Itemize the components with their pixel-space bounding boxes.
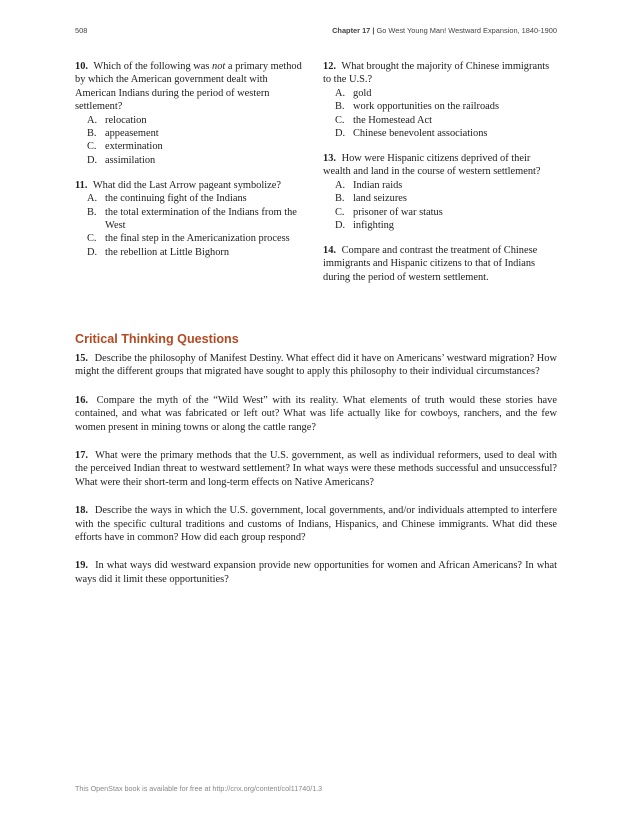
question-number: 15.: [75, 353, 88, 364]
page-footer: This OpenStax book is available for free at http://cnx.org/content/col11740/1.3: [75, 784, 323, 793]
option-letter: D.: [87, 154, 98, 166]
option-list: [323, 87, 555, 141]
option-text: appeasement: [105, 128, 159, 140]
option-text: assimilation: [105, 154, 156, 166]
option-text: relocation: [105, 114, 147, 126]
question-number: 16.: [75, 394, 88, 406]
option-letter: B.: [87, 128, 97, 140]
option-letter: C.: [335, 206, 345, 218]
chapter-title: Go West Young Man! Westward Expansion, 1840-1900: [376, 26, 557, 35]
stem-text: Compare and contrast the treatment of Chinese immigrants and Hispanic citizens to that of Indians during the period of western settlement.: [323, 244, 538, 283]
option-list: [75, 114, 307, 168]
question-18: [75, 504, 557, 544]
option-list: [75, 192, 307, 259]
option-letter: B.: [335, 193, 345, 205]
option-letter: D.: [335, 128, 346, 140]
option-b: [323, 192, 555, 205]
option-a: [323, 179, 555, 192]
question-11: [75, 179, 307, 259]
option-text: infighting: [353, 219, 394, 231]
option-letter: A.: [87, 114, 98, 126]
stem-text: Which of the following was: [93, 61, 213, 72]
option-c: [75, 140, 307, 153]
option-letter: A.: [87, 193, 98, 205]
left-column: [75, 60, 307, 271]
option-text: work opportunities on the railroads: [353, 101, 500, 113]
option-text: extermination: [105, 141, 163, 153]
option-list: [323, 179, 555, 233]
right-column: [323, 60, 555, 296]
option-b: [323, 100, 555, 113]
question-number: 19.: [75, 560, 88, 572]
question-text: Compare the myth of the “Wild West” with its reality. What elements of truth would these stories have contained, and what was fabricated or left out? What was life actually like for cowboys, ranchers, and the few women present in mining towns or along the cattle range?: [75, 394, 557, 433]
question-stem: [323, 244, 555, 284]
option-letter: D.: [87, 246, 98, 258]
option-c: [75, 232, 307, 245]
question-17: [75, 449, 557, 489]
option-a: [75, 114, 307, 127]
section-heading: Critical Thinking Questions: [75, 332, 239, 346]
question-text: Describe the ways in which the U.S. government, local governments, and/or individuals attempted to interfere with the specific cultural traditions and customs of Indians, Hispanics, and Chinese immigrants. What did these efforts have in common? How did each group respond?: [75, 505, 557, 544]
option-b: [75, 127, 307, 140]
question-number: 12.: [323, 61, 336, 72]
question-number: 14.: [323, 244, 336, 256]
option-text: land seizures: [353, 193, 407, 205]
option-a: [75, 192, 307, 205]
option-c: [323, 114, 555, 127]
question-19: [75, 559, 557, 586]
question-stem: [75, 179, 307, 192]
question-number: 17.: [75, 450, 88, 462]
question-stem: [323, 152, 555, 179]
stem-text: What did the Last Arrow pageant symbolize?: [92, 179, 281, 191]
option-d: [75, 246, 307, 259]
question-14: [323, 244, 555, 284]
question-12: [323, 60, 555, 140]
question-number: 13.: [323, 152, 336, 164]
question-15: [75, 352, 557, 379]
running-title: [332, 26, 557, 35]
option-c: [323, 206, 555, 219]
question-number: 10.: [75, 61, 88, 72]
question-stem: [75, 60, 307, 114]
option-letter: A.: [335, 87, 346, 99]
page-number: 508: [75, 26, 88, 35]
option-text: the rebellion at Little Bighorn: [105, 246, 230, 258]
option-a: [323, 87, 555, 100]
option-text: Indian raids: [353, 179, 403, 191]
option-text: the final step in the Americanization process: [105, 233, 290, 245]
option-d: [75, 154, 307, 167]
option-d: [323, 127, 555, 140]
stem-text: How were Hispanic citizens deprived of their wealth and land in the course of western settlement?: [323, 152, 541, 178]
question-16: [75, 394, 557, 434]
option-letter: C.: [87, 233, 97, 245]
option-text: prisoner of war status: [353, 206, 443, 218]
option-letter: B.: [335, 101, 345, 113]
stem-text: What brought the majority of Chinese immigrants to the U.S.?: [323, 61, 550, 86]
chapter-label: Chapter 17: [332, 26, 371, 35]
option-text: the continuing fight of the Indians: [105, 193, 247, 205]
page-header: [75, 26, 557, 38]
stem-emphasis: not: [212, 61, 226, 72]
option-letter: A.: [335, 179, 346, 191]
question-10: [75, 60, 307, 167]
stem-text: a primary method by which the American government dealt with American Indians during the period of western settlement?: [75, 61, 302, 113]
header-separator: |: [372, 26, 375, 35]
option-letter: C.: [87, 141, 97, 153]
question-number: 18.: [75, 505, 88, 517]
question-text: What were the primary methods that the U.S. government, as well as individual reformers, used to deal with the perceived Indian threat to westward settlement? In what ways were these methods successful and unsuccessful? What were their short-term and long-term effects on Native Americans?: [75, 450, 557, 488]
question-text: In what ways did westward expansion provide new opportunities for women and African Americans? In what ways did it limit these opportunities?: [75, 560, 557, 585]
option-letter: C.: [335, 114, 345, 126]
question-number: 11.: [75, 179, 88, 191]
question-text: Describe the philosophy of Manifest Destiny. What effect did it have on Americans’ westward migration? How might the different groups that migrated have sought to apply this philosophy to their individual circumstances?: [75, 353, 557, 378]
option-text: the total extermination of the Indians from the West: [105, 206, 297, 231]
critical-thinking-list: [75, 352, 557, 601]
option-letter: B.: [87, 206, 97, 218]
option-letter: D.: [335, 219, 346, 231]
option-b: [75, 206, 307, 233]
option-d: [323, 219, 555, 232]
question-stem: [323, 60, 555, 87]
option-text: the Homestead Act: [353, 114, 433, 126]
option-text: gold: [353, 87, 372, 99]
option-text: Chinese benevolent associations: [353, 128, 488, 140]
question-13: [323, 152, 555, 232]
